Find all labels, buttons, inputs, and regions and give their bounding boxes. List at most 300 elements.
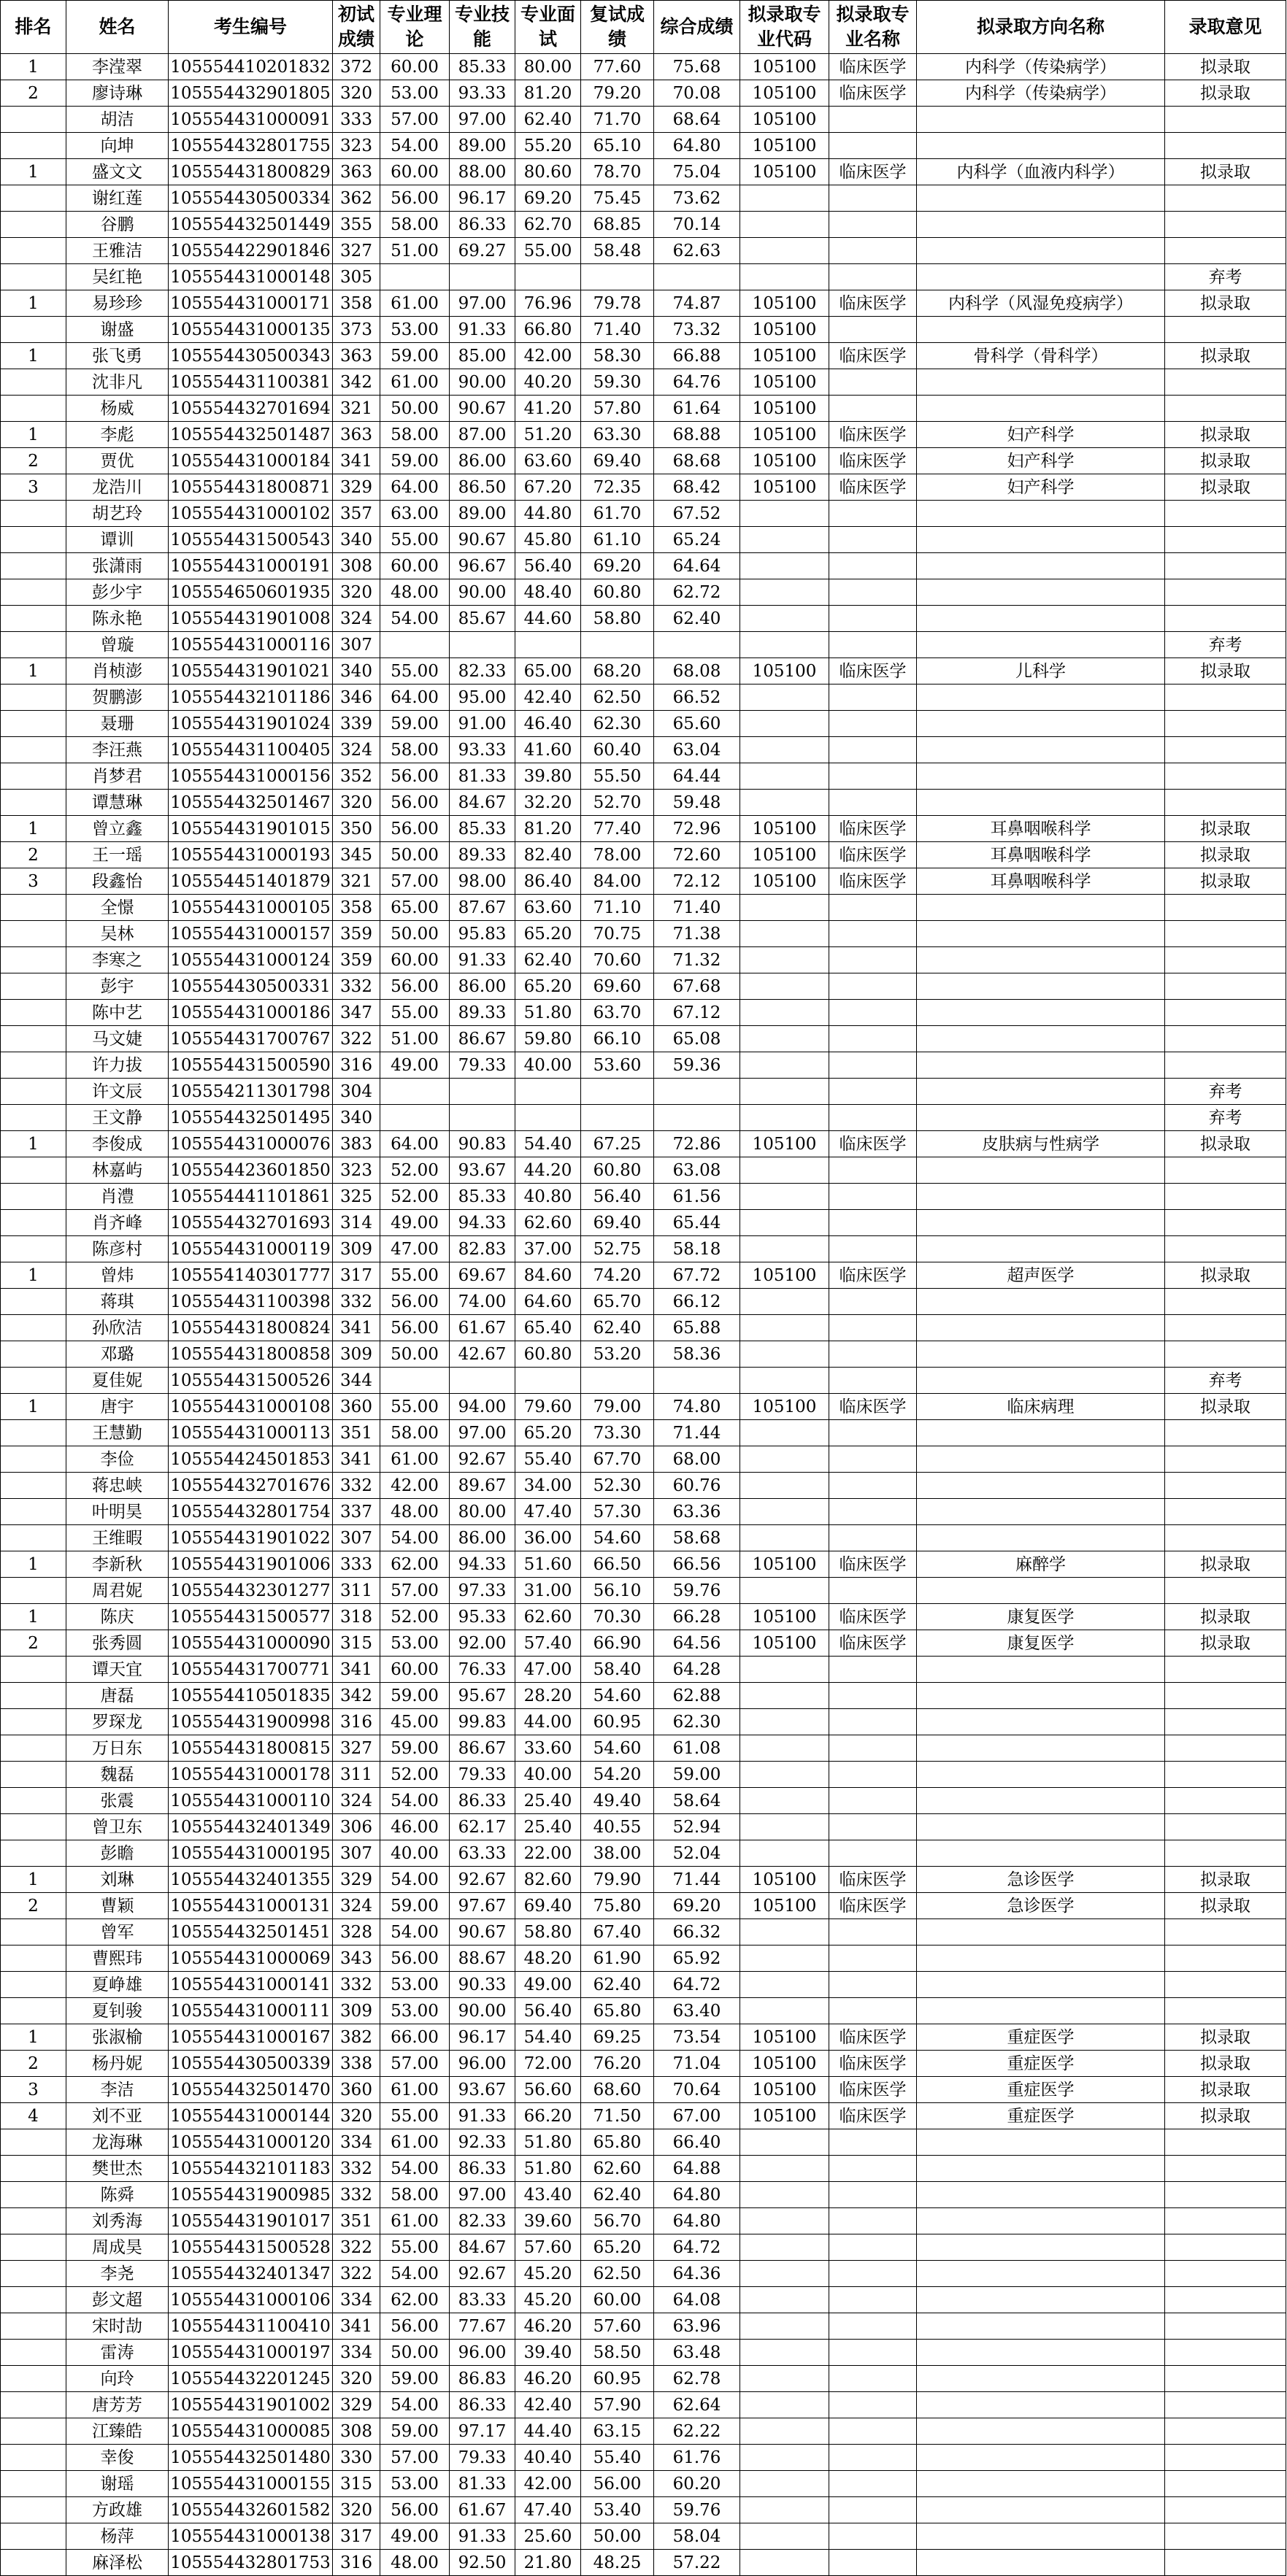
cell-major-code <box>740 1683 829 1709</box>
cell-total-score: 68.64 <box>654 107 740 133</box>
cell-skill-score: 90.00 <box>450 579 515 606</box>
table-row <box>1 1735 1286 1762</box>
cell-major-code: 105100 <box>740 343 829 369</box>
cell-major-name: 临床医学 <box>829 2051 917 2077</box>
cell-candidate-id: 105554431000167 <box>169 2024 333 2051</box>
table-row <box>1 107 1286 133</box>
cell-skill-score: 96.67 <box>450 553 515 579</box>
cell-admission-opinion <box>1165 185 1286 212</box>
table-row <box>1 2077 1286 2103</box>
cell-theory-score: 54.00 <box>380 1525 450 1551</box>
cell-interview-score: 49.00 <box>515 1972 581 1998</box>
cell-major-name <box>829 1919 917 1946</box>
cell-rank <box>1 1026 66 1052</box>
cell-candidate-id: 105554431700767 <box>169 1026 333 1052</box>
cell-skill-score: 94.00 <box>450 1394 515 1420</box>
cell-direction-name <box>917 2550 1165 2576</box>
cell-major-name <box>829 238 917 264</box>
table-row <box>1 895 1286 921</box>
cell-theory-score: 46.00 <box>380 1814 450 1840</box>
table-row <box>1 1578 1286 1604</box>
cell-rank <box>1 1814 66 1840</box>
cell-initial-score: 324 <box>333 1893 380 1919</box>
cell-retest-score: 52.70 <box>581 790 654 816</box>
cell-skill-score: 86.33 <box>450 212 515 238</box>
cell-rank <box>1 2523 66 2550</box>
cell-name: 王雅洁 <box>66 238 169 264</box>
table-row <box>1 842 1286 868</box>
cell-theory-score: 51.00 <box>380 238 450 264</box>
cell-admission-opinion <box>1165 1157 1286 1184</box>
cell-rank: 1 <box>1 343 66 369</box>
cell-admission-opinion: 拟录取 <box>1165 1604 1286 1630</box>
cell-rank <box>1 1499 66 1525</box>
cell-interview-score: 40.20 <box>515 369 581 396</box>
cell-major-code: 105100 <box>740 2103 829 2129</box>
cell-interview-score: 59.80 <box>515 1026 581 1052</box>
cell-major-code <box>740 1709 829 1735</box>
cell-total-score: 57.22 <box>654 2550 740 2576</box>
table-row <box>1 1499 1286 1525</box>
cell-interview-score: 39.60 <box>515 2208 581 2234</box>
cell-skill-score: 74.00 <box>450 1289 515 1315</box>
cell-major-name <box>829 579 917 606</box>
cell-major-code <box>740 1105 829 1131</box>
cell-candidate-id: 105554430500343 <box>169 343 333 369</box>
cell-major-name: 临床医学 <box>829 1262 917 1289</box>
cell-retest-score <box>581 264 654 290</box>
cell-theory-score: 58.00 <box>380 2182 450 2208</box>
cell-initial-score: 345 <box>333 842 380 868</box>
cell-skill-score: 77.67 <box>450 2313 515 2340</box>
cell-interview-score: 44.40 <box>515 2418 581 2445</box>
cell-major-code <box>740 2156 829 2182</box>
cell-candidate-id: 105554431000102 <box>169 501 333 527</box>
cell-total-score <box>654 264 740 290</box>
cell-rank <box>1 212 66 238</box>
cell-skill-score: 69.27 <box>450 238 515 264</box>
cell-retest-score: 60.40 <box>581 737 654 763</box>
cell-major-name <box>829 1026 917 1052</box>
cell-interview-score: 37.00 <box>515 1236 581 1262</box>
cell-candidate-id: 105554431000113 <box>169 1420 333 1446</box>
cell-theory-score: 55.00 <box>380 658 450 685</box>
cell-initial-score: 323 <box>333 1157 380 1184</box>
cell-retest-score: 55.50 <box>581 763 654 790</box>
cell-name: 谢瑶 <box>66 2471 169 2497</box>
cell-rank <box>1 1473 66 1499</box>
cell-name: 张飞勇 <box>66 343 169 369</box>
cell-retest-score: 70.75 <box>581 921 654 947</box>
table-row <box>1 2523 1286 2550</box>
table-row <box>1 1236 1286 1262</box>
cell-theory-score: 56.00 <box>380 973 450 1000</box>
cell-major-name <box>829 1368 917 1394</box>
cell-interview-score: 25.60 <box>515 2523 581 2550</box>
cell-theory-score: 53.00 <box>380 317 450 343</box>
cell-name: 龙海琳 <box>66 2129 169 2156</box>
cell-rank: 3 <box>1 868 66 895</box>
table-row <box>1 527 1286 553</box>
cell-rank <box>1 895 66 921</box>
cell-major-name <box>829 1052 917 1079</box>
cell-initial-score: 332 <box>333 2156 380 2182</box>
table-row <box>1 2550 1286 2576</box>
cell-total-score: 61.64 <box>654 396 740 422</box>
cell-interview-score: 54.40 <box>515 2024 581 2051</box>
cell-rank <box>1 2261 66 2287</box>
cell-rank <box>1 264 66 290</box>
cell-name: 曾卫东 <box>66 1814 169 1840</box>
cell-direction-name <box>917 264 1165 290</box>
cell-name: 杨威 <box>66 396 169 422</box>
cell-rank <box>1 185 66 212</box>
cell-major-code: 105100 <box>740 658 829 685</box>
cell-major-name: 临床医学 <box>829 1867 917 1893</box>
cell-name: 罗琛龙 <box>66 1709 169 1735</box>
cell-skill-score: 99.83 <box>450 1709 515 1735</box>
cell-candidate-id: 105554432401355 <box>169 1867 333 1893</box>
cell-admission-opinion <box>1165 2129 1286 2156</box>
header-name: 姓名 <box>66 1 169 54</box>
cell-skill-score: 85.33 <box>450 1184 515 1210</box>
table-row <box>1 159 1286 185</box>
cell-total-score: 63.08 <box>654 1157 740 1184</box>
cell-direction-name: 儿科学 <box>917 658 1165 685</box>
cell-interview-score: 57.40 <box>515 1630 581 1657</box>
table-row <box>1 501 1286 527</box>
cell-retest-score: 38.00 <box>581 1840 654 1867</box>
cell-total-score: 59.76 <box>654 1578 740 1604</box>
cell-rank: 1 <box>1 1604 66 1630</box>
cell-interview-score <box>515 1368 581 1394</box>
cell-major-code <box>740 973 829 1000</box>
cell-skill-score: 95.33 <box>450 1604 515 1630</box>
cell-major-code: 105100 <box>740 816 829 842</box>
cell-admission-opinion: 拟录取 <box>1165 1394 1286 1420</box>
cell-candidate-id: 105554431000141 <box>169 1972 333 1998</box>
cell-initial-score: 306 <box>333 1814 380 1840</box>
cell-initial-score: 317 <box>333 2523 380 2550</box>
table-row <box>1 2392 1286 2418</box>
cell-skill-score: 42.67 <box>450 1341 515 1368</box>
cell-candidate-id: 105554431901022 <box>169 1525 333 1551</box>
cell-theory-score: 64.00 <box>380 474 450 501</box>
cell-admission-opinion <box>1165 1210 1286 1236</box>
cell-rank <box>1 973 66 1000</box>
cell-admission-opinion <box>1165 1814 1286 1840</box>
cell-skill-score: 89.00 <box>450 133 515 159</box>
cell-skill-score: 79.33 <box>450 1762 515 1788</box>
cell-theory-score: 55.00 <box>380 527 450 553</box>
cell-major-name <box>829 632 917 658</box>
cell-total-score: 68.08 <box>654 658 740 685</box>
cell-candidate-id: 105554432601582 <box>169 2497 333 2523</box>
cell-initial-score: 308 <box>333 2418 380 2445</box>
cell-rank: 1 <box>1 658 66 685</box>
cell-direction-name: 超声医学 <box>917 1262 1165 1289</box>
cell-major-name: 临床医学 <box>829 2103 917 2129</box>
cell-direction-name <box>917 1972 1165 1998</box>
cell-name: 周成昊 <box>66 2234 169 2261</box>
cell-name: 易珍珍 <box>66 290 169 317</box>
cell-retest-score: 67.40 <box>581 1919 654 1946</box>
cell-initial-score: 318 <box>333 1604 380 1630</box>
cell-major-code <box>740 1446 829 1473</box>
cell-rank <box>1 2182 66 2208</box>
cell-total-score: 71.40 <box>654 895 740 921</box>
cell-initial-score: 358 <box>333 290 380 317</box>
cell-rank <box>1 2340 66 2366</box>
cell-theory-score <box>380 632 450 658</box>
cell-major-name <box>829 1157 917 1184</box>
cell-candidate-id: 105554211301798 <box>169 1079 333 1105</box>
cell-skill-score: 84.67 <box>450 2234 515 2261</box>
cell-direction-name <box>917 2445 1165 2471</box>
cell-interview-score: 62.40 <box>515 107 581 133</box>
cell-theory-score: 50.00 <box>380 921 450 947</box>
cell-candidate-id: 105554432901805 <box>169 80 333 107</box>
cell-initial-score: 382 <box>333 2024 380 2051</box>
cell-major-code <box>740 1157 829 1184</box>
cell-candidate-id: 105554431000171 <box>169 290 333 317</box>
cell-interview-score: 44.00 <box>515 1709 581 1735</box>
cell-admission-opinion <box>1165 947 1286 973</box>
cell-interview-score: 63.60 <box>515 895 581 921</box>
cell-skill-score: 96.00 <box>450 2340 515 2366</box>
cell-interview-score: 65.40 <box>515 1315 581 1341</box>
cell-major-name <box>829 1578 917 1604</box>
cell-candidate-id: 105554431901008 <box>169 606 333 632</box>
cell-theory-score: 54.00 <box>380 1867 450 1893</box>
cell-direction-name <box>917 1000 1165 1026</box>
cell-major-name: 临床医学 <box>829 474 917 501</box>
cell-initial-score: 307 <box>333 1840 380 1867</box>
cell-rank: 3 <box>1 474 66 501</box>
cell-theory-score: 48.00 <box>380 2550 450 2576</box>
table-row <box>1 1551 1286 1578</box>
cell-theory-score: 57.00 <box>380 2445 450 2471</box>
cell-major-name <box>829 2550 917 2576</box>
cell-interview-score: 46.20 <box>515 2366 581 2392</box>
cell-direction-name <box>917 1210 1165 1236</box>
table-row <box>1 343 1286 369</box>
cell-initial-score: 321 <box>333 396 380 422</box>
cell-admission-opinion <box>1165 1289 1286 1315</box>
cell-major-name <box>829 2129 917 2156</box>
cell-retest-score: 54.60 <box>581 1683 654 1709</box>
cell-direction-name: 康复医学 <box>917 1630 1165 1657</box>
cell-skill-score: 89.33 <box>450 1000 515 1026</box>
cell-interview-score: 58.80 <box>515 1919 581 1946</box>
cell-major-name <box>829 2366 917 2392</box>
cell-retest-score: 63.15 <box>581 2418 654 2445</box>
cell-interview-score: 62.60 <box>515 1604 581 1630</box>
cell-skill-score: 90.67 <box>450 527 515 553</box>
cell-rank: 2 <box>1 1893 66 1919</box>
cell-total-score: 64.64 <box>654 553 740 579</box>
cell-direction-name: 妇产科学 <box>917 422 1165 448</box>
cell-admission-opinion: 弃考 <box>1165 1368 1286 1394</box>
cell-direction-name <box>917 1236 1165 1262</box>
cell-candidate-id: 105554424501853 <box>169 1446 333 1473</box>
cell-interview-score: 80.60 <box>515 159 581 185</box>
cell-total-score: 62.63 <box>654 238 740 264</box>
cell-major-code <box>740 1499 829 1525</box>
cell-skill-score: 85.67 <box>450 606 515 632</box>
cell-direction-name <box>917 1709 1165 1735</box>
cell-direction-name <box>917 921 1165 947</box>
cell-rank <box>1 1998 66 2024</box>
cell-theory-score: 54.00 <box>380 1919 450 1946</box>
cell-theory-score: 52.00 <box>380 1604 450 1630</box>
cell-total-score: 64.44 <box>654 763 740 790</box>
cell-skill-score: 91.33 <box>450 2523 515 2550</box>
cell-admission-opinion <box>1165 2366 1286 2392</box>
cell-theory-score: 48.00 <box>380 1499 450 1525</box>
cell-initial-score: 320 <box>333 2366 380 2392</box>
cell-name: 孙欣洁 <box>66 1315 169 1341</box>
cell-name: 全憬 <box>66 895 169 921</box>
cell-interview-score: 57.60 <box>515 2234 581 2261</box>
cell-admission-opinion <box>1165 107 1286 133</box>
cell-direction-name <box>917 1341 1165 1368</box>
cell-total-score: 64.80 <box>654 2182 740 2208</box>
cell-admission-opinion: 拟录取 <box>1165 1867 1286 1893</box>
cell-retest-score: 69.20 <box>581 553 654 579</box>
table-row <box>1 1919 1286 1946</box>
cell-rank <box>1 1157 66 1184</box>
cell-major-code <box>740 1840 829 1867</box>
cell-interview-score: 62.60 <box>515 1210 581 1236</box>
cell-total-score: 58.36 <box>654 1341 740 1368</box>
cell-interview-score: 45.20 <box>515 2261 581 2287</box>
cell-name: 胡艺玲 <box>66 501 169 527</box>
cell-theory-score: 56.00 <box>380 1315 450 1341</box>
cell-direction-name: 临床病理 <box>917 1394 1165 1420</box>
cell-initial-score: 347 <box>333 1000 380 1026</box>
cell-total-score: 61.76 <box>654 2445 740 2471</box>
table-row <box>1 1394 1286 1420</box>
cell-interview-score: 36.00 <box>515 1525 581 1551</box>
table-row <box>1 685 1286 711</box>
cell-candidate-id: 105554431900985 <box>169 2182 333 2208</box>
cell-rank: 3 <box>1 2077 66 2103</box>
cell-major-code <box>740 1079 829 1105</box>
cell-interview-score: 56.40 <box>515 553 581 579</box>
cell-admission-opinion <box>1165 2418 1286 2445</box>
cell-direction-name: 耳鼻咽喉科学 <box>917 816 1165 842</box>
cell-theory-score: 53.00 <box>380 1972 450 1998</box>
cell-initial-score: 351 <box>333 1420 380 1446</box>
cell-name: 谭天宜 <box>66 1657 169 1683</box>
cell-direction-name <box>917 1657 1165 1683</box>
cell-rank: 2 <box>1 448 66 474</box>
cell-retest-score: 55.40 <box>581 2445 654 2471</box>
cell-interview-score <box>515 632 581 658</box>
cell-retest-score: 72.35 <box>581 474 654 501</box>
cell-interview-score: 65.20 <box>515 1420 581 1446</box>
cell-rank <box>1 1315 66 1341</box>
cell-direction-name <box>917 501 1165 527</box>
cell-candidate-id: 105554432801753 <box>169 2550 333 2576</box>
cell-admission-opinion: 拟录取 <box>1165 1551 1286 1578</box>
cell-interview-score: 51.20 <box>515 422 581 448</box>
cell-interview-score: 42.00 <box>515 2471 581 2497</box>
cell-major-code: 105100 <box>740 868 829 895</box>
cell-initial-score: 358 <box>333 895 380 921</box>
cell-candidate-id: 105554432501495 <box>169 1105 333 1131</box>
cell-theory-score: 59.00 <box>380 711 450 737</box>
cell-total-score: 65.88 <box>654 1315 740 1341</box>
cell-initial-score: 329 <box>333 1867 380 1893</box>
cell-major-code: 105100 <box>740 317 829 343</box>
cell-rank <box>1 1972 66 1998</box>
cell-major-name: 临床医学 <box>829 868 917 895</box>
cell-candidate-id: 105554431000197 <box>169 2340 333 2366</box>
cell-candidate-id: 105554431500577 <box>169 1604 333 1630</box>
cell-candidate-id: 105554431900998 <box>169 1709 333 1735</box>
cell-rank <box>1 501 66 527</box>
cell-skill-score: 86.33 <box>450 2392 515 2418</box>
cell-initial-score: 329 <box>333 474 380 501</box>
cell-retest-score: 67.25 <box>581 1131 654 1157</box>
cell-rank: 2 <box>1 1630 66 1657</box>
cell-retest-score: 79.00 <box>581 1394 654 1420</box>
cell-direction-name <box>917 737 1165 763</box>
cell-retest-score: 62.40 <box>581 2182 654 2208</box>
cell-admission-opinion <box>1165 501 1286 527</box>
cell-theory-score: 50.00 <box>380 1341 450 1368</box>
cell-name: 杨萍 <box>66 2523 169 2550</box>
cell-candidate-id: 105554432101183 <box>169 2156 333 2182</box>
cell-direction-name: 骨科学（骨科学） <box>917 343 1165 369</box>
cell-candidate-id: 105554431000076 <box>169 1131 333 1157</box>
cell-rank: 1 <box>1 290 66 317</box>
cell-rank <box>1 238 66 264</box>
cell-initial-score: 309 <box>333 1998 380 2024</box>
cell-interview-score: 47.00 <box>515 1657 581 1683</box>
cell-retest-score: 84.00 <box>581 868 654 895</box>
cell-total-score: 65.60 <box>654 711 740 737</box>
cell-name: 李彪 <box>66 422 169 448</box>
cell-candidate-id: 105554431000186 <box>169 1000 333 1026</box>
table-row <box>1 1157 1286 1184</box>
cell-skill-score: 81.33 <box>450 2471 515 2497</box>
cell-name: 肖澧 <box>66 1184 169 1210</box>
cell-initial-score: 339 <box>333 711 380 737</box>
cell-initial-score: 327 <box>333 1735 380 1762</box>
cell-admission-opinion: 拟录取 <box>1165 290 1286 317</box>
table-row <box>1 1473 1286 1499</box>
table-row <box>1 1289 1286 1315</box>
cell-admission-opinion: 拟录取 <box>1165 1262 1286 1289</box>
cell-initial-score: 362 <box>333 185 380 212</box>
cell-interview-score: 51.80 <box>515 1000 581 1026</box>
cell-initial-score: 333 <box>333 1551 380 1578</box>
cell-retest-score: 48.25 <box>581 2550 654 2576</box>
cell-candidate-id: 105554431901015 <box>169 816 333 842</box>
cell-retest-score: 57.90 <box>581 2392 654 2418</box>
cell-major-name <box>829 1000 917 1026</box>
cell-retest-score: 68.20 <box>581 658 654 685</box>
cell-total-score: 67.00 <box>654 2103 740 2129</box>
cell-major-name: 临床医学 <box>829 1630 917 1657</box>
cell-candidate-id: 105554431100381 <box>169 369 333 396</box>
cell-admission-opinion <box>1165 711 1286 737</box>
cell-initial-score: 325 <box>333 1184 380 1210</box>
cell-initial-score: 340 <box>333 527 380 553</box>
